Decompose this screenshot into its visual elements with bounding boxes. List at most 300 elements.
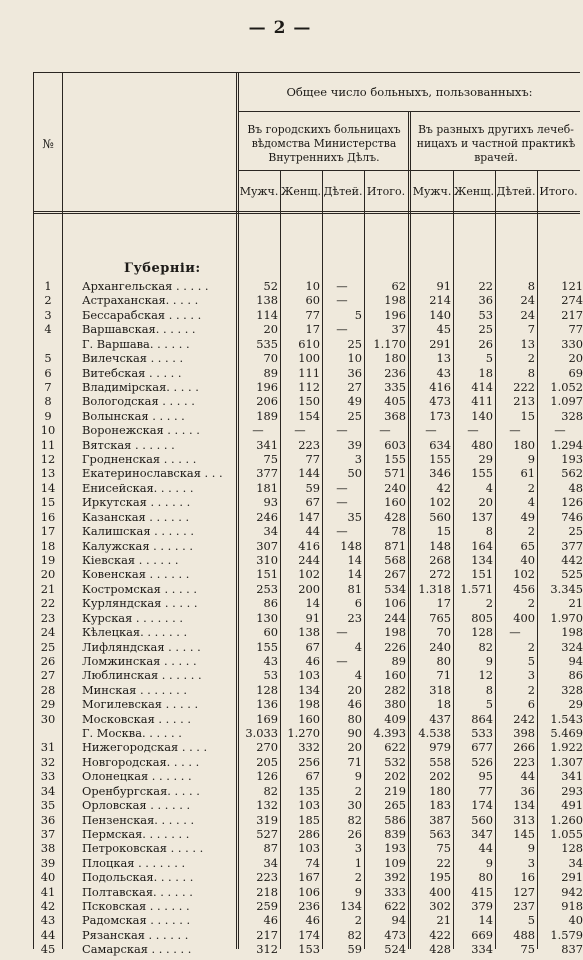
cell-value: 398 — [513, 726, 535, 741]
cell-value: 134 — [513, 798, 535, 813]
cell-value: 2 — [354, 783, 362, 798]
row-number: 39 — [40, 855, 56, 870]
cell-value: 5 — [527, 653, 535, 668]
cell-value: 180 — [384, 351, 406, 366]
cell-value: 127 — [513, 884, 535, 899]
cell-value: 473 — [429, 394, 451, 409]
cell-value: 400 — [429, 884, 451, 899]
cell-value: 103 — [298, 841, 320, 856]
cell-value: 89 — [391, 653, 406, 668]
cell-value: 1.294 — [550, 437, 583, 452]
cell-value: 87 — [263, 841, 278, 856]
cell-value: 428 — [384, 509, 406, 524]
cell-value: 240 — [429, 639, 451, 654]
province-name: Курская . . . . . . . — [82, 610, 183, 625]
cell-value: 400 — [513, 610, 535, 625]
cell-value: 586 — [384, 812, 406, 827]
row-number: 8 — [44, 394, 52, 409]
cell-value: 81 — [347, 581, 362, 596]
table-row — [34, 466, 583, 481]
cell-value: 86 — [568, 668, 583, 683]
cell-value: 416 — [298, 538, 320, 553]
cell-value: 44 — [520, 769, 535, 784]
cell-value: 78 — [391, 524, 406, 539]
row-number: 44 — [40, 927, 56, 942]
cell-value: 839 — [384, 826, 406, 841]
row-number: 7 — [44, 379, 52, 394]
cell-value: 20 — [263, 322, 278, 337]
header-group-title: Общее число больныхъ, пользованныхъ: — [286, 85, 533, 99]
province-name: Воронежская . . . . . — [82, 423, 200, 438]
cell-value: 491 — [561, 798, 583, 813]
cell-value: 151 — [256, 567, 278, 582]
cell-value: 1.097 — [550, 394, 583, 409]
cell-value: 128 — [471, 625, 493, 640]
cell-value: 746 — [561, 509, 583, 524]
province-name: Енисейская. . . . . . — [82, 480, 194, 495]
row-number: 40 — [40, 870, 56, 885]
cell-value: 43 — [263, 653, 278, 668]
cell-value: 106 — [298, 884, 320, 899]
cell-value: 44 — [478, 841, 493, 856]
cell-value: 765 — [429, 610, 451, 625]
cell-value: 29 — [478, 452, 493, 467]
row-number: 22 — [40, 596, 56, 611]
cell-value: 67 — [305, 495, 320, 510]
cell-value: 114 — [256, 307, 278, 322]
cell-value: 34 — [263, 524, 278, 539]
table-row — [34, 379, 583, 394]
table-row — [34, 351, 583, 366]
cell-value: 134 — [340, 899, 362, 914]
cell-value: 100 — [298, 351, 320, 366]
cell-value: 173 — [429, 408, 451, 423]
cell-value: 9 — [354, 769, 362, 784]
cell-value: 335 — [384, 379, 406, 394]
cell-value: 525 — [561, 567, 583, 582]
province-name: Подольская. . . . . . — [82, 870, 194, 885]
cell-value: 102 — [513, 567, 535, 582]
table-row — [34, 394, 583, 409]
cell-value: 198 — [298, 697, 320, 712]
cell-value: 80 — [436, 653, 451, 668]
cell-value: 71 — [436, 668, 451, 683]
cell-value: 181 — [256, 480, 278, 495]
col-header-total-2: Итого. — [539, 185, 578, 198]
row-number: 18 — [40, 538, 56, 553]
table-row — [34, 408, 583, 423]
cell-value: 2 — [527, 596, 535, 611]
cell-value: 253 — [256, 581, 278, 596]
table-row — [34, 740, 583, 755]
cell-value: 377 — [561, 538, 583, 553]
cell-value: 193 — [561, 452, 583, 467]
cell-value: 42 — [436, 480, 451, 495]
cell-value: 409 — [384, 711, 406, 726]
cell-value: 130 — [256, 610, 278, 625]
col-header-female-1: Женщ. — [281, 185, 321, 198]
cell-value: 90 — [347, 726, 362, 741]
row-number: 32 — [40, 754, 56, 769]
cell-value: 24 — [520, 293, 535, 308]
cell-value: 634 — [429, 437, 451, 452]
cell-value: 80 — [478, 870, 493, 885]
province-name: Волынская . . . . . — [82, 408, 185, 423]
cell-value: 164 — [471, 538, 493, 553]
cell-value: 49 — [347, 394, 362, 409]
cell-value: 3 — [354, 452, 362, 467]
cell-value: 14 — [347, 552, 362, 567]
province-name: Гродненская . . . . . — [82, 452, 197, 467]
cell-value: 35 — [347, 509, 362, 524]
cell-value: 70 — [436, 625, 451, 640]
cell-value: 25 — [347, 408, 362, 423]
cell-value: 272 — [429, 567, 451, 582]
cell-value: 185 — [298, 812, 320, 827]
cell-value: 14 — [347, 567, 362, 582]
cell-value: 282 — [384, 682, 406, 697]
cell-value: 560 — [471, 812, 493, 827]
table-row — [34, 754, 583, 769]
cell-value: 60 — [263, 625, 278, 640]
province-name: Люблинская . . . . . . — [82, 668, 202, 683]
cell-value: 291 — [429, 336, 451, 351]
row-number: 14 — [40, 480, 56, 495]
cell-value: 610 — [298, 336, 320, 351]
table-row — [34, 567, 583, 582]
province-name: Калужская . . . . . . — [82, 538, 193, 553]
cell-value: 310 — [256, 552, 278, 567]
cell-value: 226 — [384, 639, 406, 654]
cell-value: 979 — [429, 740, 451, 755]
cell-value: 128 — [256, 682, 278, 697]
cell-value: 49 — [520, 509, 535, 524]
cell-value: 2 — [527, 524, 535, 539]
row-number: 23 — [40, 610, 56, 625]
table-row — [34, 423, 580, 437]
cell-value: 333 — [384, 884, 406, 899]
cell-value: 94 — [568, 653, 583, 668]
cell-value: 213 — [513, 394, 535, 409]
cell-value: 236 — [384, 365, 406, 380]
row-number: 24 — [40, 625, 56, 640]
cell-value: 380 — [384, 697, 406, 712]
cell-value: 669 — [471, 927, 493, 942]
cell-value: 473 — [384, 927, 406, 942]
cell-value: 805 — [471, 610, 493, 625]
cell-value: 328 — [561, 682, 583, 697]
cell-value: 864 — [471, 711, 493, 726]
table-row — [34, 437, 583, 452]
row-number: 25 — [40, 639, 56, 654]
cell-value: 180 — [513, 437, 535, 452]
col-header-children-1: Дѣтей. — [323, 185, 363, 198]
province-name: Плоцкая . . . . . . . — [82, 855, 186, 870]
cell-value: 155 — [384, 452, 406, 467]
col-header-children-2: Дѣтей. — [496, 185, 536, 198]
cell-value: 155 — [429, 452, 451, 467]
cell-value: 223 — [513, 754, 535, 769]
table-row — [34, 841, 583, 856]
cell-value: 75 — [263, 452, 278, 467]
cell-value: 155 — [471, 466, 493, 481]
cell-value: 6 — [527, 697, 535, 712]
cell-value: 558 — [429, 754, 451, 769]
cell-value: 5 — [485, 697, 493, 712]
cell-value: 22 — [478, 279, 493, 293]
cell-value: 562 — [561, 466, 583, 481]
row-number: 41 — [40, 884, 56, 899]
cell-value: 53 — [263, 668, 278, 683]
cell-value: 91 — [305, 610, 320, 625]
cell-value: 147 — [298, 509, 320, 524]
row-number: 10 — [40, 423, 56, 438]
cell-value: 48 — [568, 480, 583, 495]
province-name: Витебская . . . . . — [82, 365, 182, 380]
cell-value: 9 — [527, 841, 535, 856]
cell-value: 169 — [256, 711, 278, 726]
cell-value: 102 — [429, 495, 451, 510]
cell-value: 218 — [256, 884, 278, 899]
cell-value: 103 — [298, 668, 320, 683]
cell-value: 265 — [384, 798, 406, 813]
table-row — [34, 855, 583, 870]
cell-value: 43 — [436, 365, 451, 380]
cell-value: 302 — [429, 899, 451, 914]
cell-value: 414 — [471, 379, 493, 394]
cell-value: 603 — [384, 437, 406, 452]
cell-value: 140 — [471, 408, 493, 423]
table-row — [34, 293, 583, 308]
cell-value: 318 — [429, 682, 451, 697]
cell-value: 9 — [485, 653, 493, 668]
cell-value: 1.571 — [460, 581, 493, 596]
cell-value: 62 — [391, 279, 406, 293]
cell-value: 174 — [471, 798, 493, 813]
cell-value: 13 — [436, 351, 451, 366]
cell-value: 488 — [513, 927, 535, 942]
cell-value: 21 — [436, 913, 451, 928]
table-row — [34, 480, 583, 495]
province-name: Вилечская . . . . . — [82, 351, 184, 366]
cell-value: 411 — [471, 394, 493, 409]
cell-value: 151 — [471, 567, 493, 582]
cell-value: 196 — [256, 379, 278, 394]
row-number: 19 — [40, 552, 56, 567]
table-row — [34, 509, 583, 524]
table-row — [34, 336, 583, 351]
cell-value: 319 — [256, 812, 278, 827]
row-number: 28 — [40, 682, 56, 697]
province-name: Рязанская . . . . . . — [82, 927, 189, 942]
cell-value: 532 — [384, 754, 406, 769]
col-header-total-1: Итого. — [366, 185, 406, 198]
cell-value: 1.052 — [550, 379, 583, 394]
cell-value: 3 — [527, 855, 535, 870]
cell-value: 60 — [305, 293, 320, 308]
cell-value: 46 — [305, 653, 320, 668]
cell-value: — — [336, 495, 348, 510]
province-name: Олонецкая . . . . . . — [82, 769, 192, 784]
cell-value: 135 — [298, 783, 320, 798]
row-number: 27 — [40, 668, 56, 683]
province-name: Московская . . . . . — [82, 711, 191, 726]
table-row — [34, 307, 583, 322]
cell-value: 1 — [354, 855, 362, 870]
cell-value: 3.345 — [550, 581, 583, 596]
cell-value: 44 — [305, 524, 320, 539]
province-name: Калишская . . . . . . — [82, 524, 194, 539]
cell-value: 138 — [256, 293, 278, 308]
cell-value: 379 — [471, 899, 493, 914]
cell-value: 37 — [391, 322, 406, 337]
table-row — [34, 596, 583, 611]
cell-value: 25 — [568, 524, 583, 539]
cell-value: 242 — [513, 711, 535, 726]
cell-value: 95 — [478, 769, 493, 784]
col-header-male-1: Мужч. — [239, 185, 279, 198]
cell-value: 918 — [561, 899, 583, 914]
cell-value: 34 — [568, 855, 583, 870]
cell-value: 1.260 — [550, 812, 583, 827]
cell-value: 36 — [520, 783, 535, 798]
cell-value: 8 — [485, 682, 493, 697]
cell-value: 30 — [347, 798, 362, 813]
province-name: Самарская . . . . . . — [82, 942, 192, 957]
cell-value: 4 — [485, 480, 493, 495]
cell-value: 45 — [436, 322, 451, 337]
province-name: Петроковская . . . . . — [82, 841, 204, 856]
cell-value: — — [336, 279, 348, 293]
cell-value: 942 — [561, 884, 583, 899]
cell-value: 82 — [263, 783, 278, 798]
cell-value: 160 — [298, 711, 320, 726]
cell-value: 150 — [298, 394, 320, 409]
cell-value: 26 — [478, 336, 493, 351]
cell-value: 267 — [384, 567, 406, 582]
cell-value: 1.922 — [550, 740, 583, 755]
cell-value: 3.033 — [245, 726, 278, 741]
cell-value: 2 — [527, 682, 535, 697]
cell-value: 871 — [384, 538, 406, 553]
cell-value: 1.543 — [550, 711, 583, 726]
cell-value: 39 — [347, 437, 362, 452]
cell-value: 293 — [561, 783, 583, 798]
cell-value: 223 — [256, 870, 278, 885]
cell-value: 236 — [298, 899, 320, 914]
province-name: Костромская . . . . . — [82, 581, 198, 596]
row-number: 16 — [40, 509, 56, 524]
cell-value: 4.393 — [373, 726, 406, 741]
row-number: 31 — [40, 740, 56, 755]
cell-value: 36 — [347, 365, 362, 380]
row-number: 4 — [44, 322, 52, 337]
cell-value: 27 — [347, 379, 362, 394]
table-row — [34, 538, 583, 553]
table-row — [34, 610, 583, 625]
cell-value: 9 — [485, 855, 493, 870]
row-number: 34 — [40, 783, 56, 798]
row-number: 3 — [44, 307, 52, 322]
table-row — [34, 870, 583, 885]
cell-value: 4 — [527, 495, 535, 510]
cell-value: 17 — [305, 322, 320, 337]
cell-value: 82 — [478, 639, 493, 654]
cell-value: 268 — [429, 552, 451, 567]
cell-value: 422 — [429, 927, 451, 942]
cell-value: 40 — [568, 913, 583, 928]
cell-value: — — [294, 423, 306, 438]
cell-value: 75 — [436, 841, 451, 856]
province-name: Радомская . . . . . . — [82, 913, 191, 928]
table-row — [34, 884, 583, 899]
cell-value: 259 — [256, 899, 278, 914]
cell-value: 8 — [485, 524, 493, 539]
cell-value: 136 — [256, 697, 278, 712]
cell-value: — — [554, 423, 566, 438]
cell-value: 10 — [305, 279, 320, 293]
cell-value: 82 — [347, 927, 362, 942]
cell-value: 23 — [347, 610, 362, 625]
cell-value: 134 — [471, 552, 493, 567]
province-name: Екатеринославская . . . — [82, 466, 223, 481]
cell-value: 128 — [561, 841, 583, 856]
cell-value: 154 — [298, 408, 320, 423]
cell-value: 2 — [527, 639, 535, 654]
header-city-hospitals: Въ городскихъ больницахъ вѣдомства Министерства Внутреннихъ Дѣлъ. — [247, 123, 401, 164]
cell-value: 71 — [347, 754, 362, 769]
row-number: 13 — [40, 466, 56, 481]
cell-value: 5 — [485, 351, 493, 366]
cell-value: 160 — [384, 668, 406, 683]
row-number: 33 — [40, 769, 56, 784]
cell-value: 7 — [527, 322, 535, 337]
cell-value: 563 — [429, 826, 451, 841]
table-row — [34, 653, 583, 668]
table-row — [34, 552, 583, 567]
province-name: Псковская . . . . . . — [82, 899, 190, 914]
table-row — [34, 668, 583, 683]
cell-value: 200 — [298, 581, 320, 596]
cell-value: 387 — [429, 812, 451, 827]
cell-value: 307 — [256, 538, 278, 553]
cell-value: — — [509, 625, 521, 640]
cell-value: 91 — [436, 279, 451, 293]
cell-value: 456 — [513, 581, 535, 596]
province-name: Пермская. . . . . . . — [82, 826, 190, 841]
cell-value: 69 — [568, 365, 583, 380]
cell-value: 2 — [527, 351, 535, 366]
cell-value: 10 — [347, 351, 362, 366]
row-number: 29 — [40, 697, 56, 712]
cell-value: 205 — [256, 754, 278, 769]
table-row — [34, 639, 583, 654]
row-number: 43 — [40, 913, 56, 928]
row-number: 26 — [40, 653, 56, 668]
province-name: Вологодская . . . . . — [82, 394, 195, 409]
cell-value: 341 — [561, 769, 583, 784]
cell-value: 202 — [384, 769, 406, 784]
cell-value: 74 — [305, 855, 320, 870]
table-row — [34, 625, 583, 640]
cell-value: 148 — [340, 538, 362, 553]
cell-value: 46 — [263, 913, 278, 928]
cell-value: 222 — [513, 379, 535, 394]
cell-value: 256 — [298, 754, 320, 769]
cell-value: 94 — [391, 913, 406, 928]
cell-value: 20 — [568, 351, 583, 366]
cell-value: 196 — [384, 307, 406, 322]
